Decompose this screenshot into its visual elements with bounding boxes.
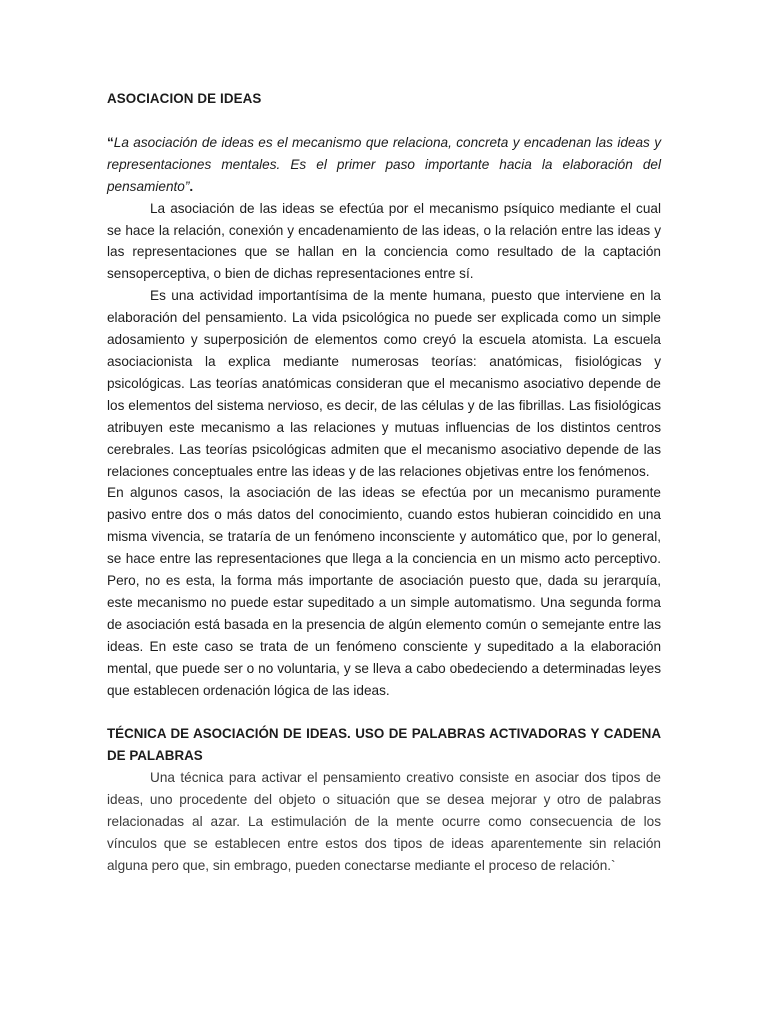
paragraph-3: En algunos casos, la asociación de las ideas se efectúa por un mecanismo puramente pasivo entre dos o más datos del conocimiento, cuando estos hubieran coincidido en una misma vivencia, se trataría de un fenómeno inconsciente y automático que, por lo general, se hace entre las representaciones que llega a la conciencia en un mismo acto perceptivo. Pero, no es esta, la forma más importante de asociación puesto que, dada su jerarquía, este mecanismo no puede estar supeditado a un simple automatismo. Una segunda forma de asociación está basada en la presencia de algún elemento común o semejante entre las ideas. En este caso se trata de un fenómeno consciente y supeditado a la elaboración mental, que puede ser o no voluntaria, y se lleva a cabo obedeciendo a determinadas leyes que establecen ordenación lógica de las ideas. (107, 485, 661, 698)
quote-end-mark: . (189, 178, 194, 194)
paragraph-2: Es una actividad importantísima de la mente humana, puesto que interviene en la elaboración del pensamiento. La vida psicológica no puede ser explicada como un simple adosamiento y superposición de elementos como creyó la escuela atomista. La escuela asociacionista la explica mediante numerosas teorías: anatómicas, fisiológicas y psicológicas. Las teorías anatómicas consideran que el mecanismo asociativo depende de los elementos del sistema nervioso, es decir, de las células y de las fibrillas. Las fisiológicas atribuyen este mecanismo a las relaciones y mutuas influencias de los distintos centros cerebrales. Las teorías psicológicas admiten que el mecanismo asociativo depende de las relaciones conceptuales entre las ideas y de las relaciones objetivas entre los fenómenos. (107, 288, 661, 479)
paragraph-1: La asociación de las ideas se efectúa por el mecanismo psíquico mediante el cual se hace la relación, conexión y encadenamiento de las ideas, o la relación entre las ideas y las representaciones que se hallan en la conciencia como resultado de la captación sensoperceptiva, o bien de dichas representaciones entre sí. (107, 200, 661, 282)
quote-open-mark: “ (107, 134, 114, 150)
document-content (107, 88, 661, 877)
section-body: Una técnica para activar el pensamiento creativo consiste en asociar dos tipos de ideas, uno procedente del objeto o situación que se desea mejorar y otro de palabras relacionadas al azar. La estimulación de la mente ocurre como consecuencia de los vínculos que se establecen entre estos dos tipos de ideas aparentemente sin relación alguna pero que, sin embrago, pueden conectarse mediante el proceso de relación.` (107, 770, 661, 873)
quote-text: La asociación de ideas es el mecanismo que relaciona, concreta y encadenan las ideas y representaciones mentales. Es el primer paso importante hacia la elaboración del pensamiento” (107, 134, 661, 194)
document-title: ASOCIACION DE IDEAS (107, 91, 262, 106)
section-heading: TÉCNICA DE ASOCIACIÓN DE IDEAS. USO DE PALABRAS ACTIVADORAS Y CADENA DE PALABRAS (107, 726, 661, 764)
intro-quote (107, 132, 661, 198)
